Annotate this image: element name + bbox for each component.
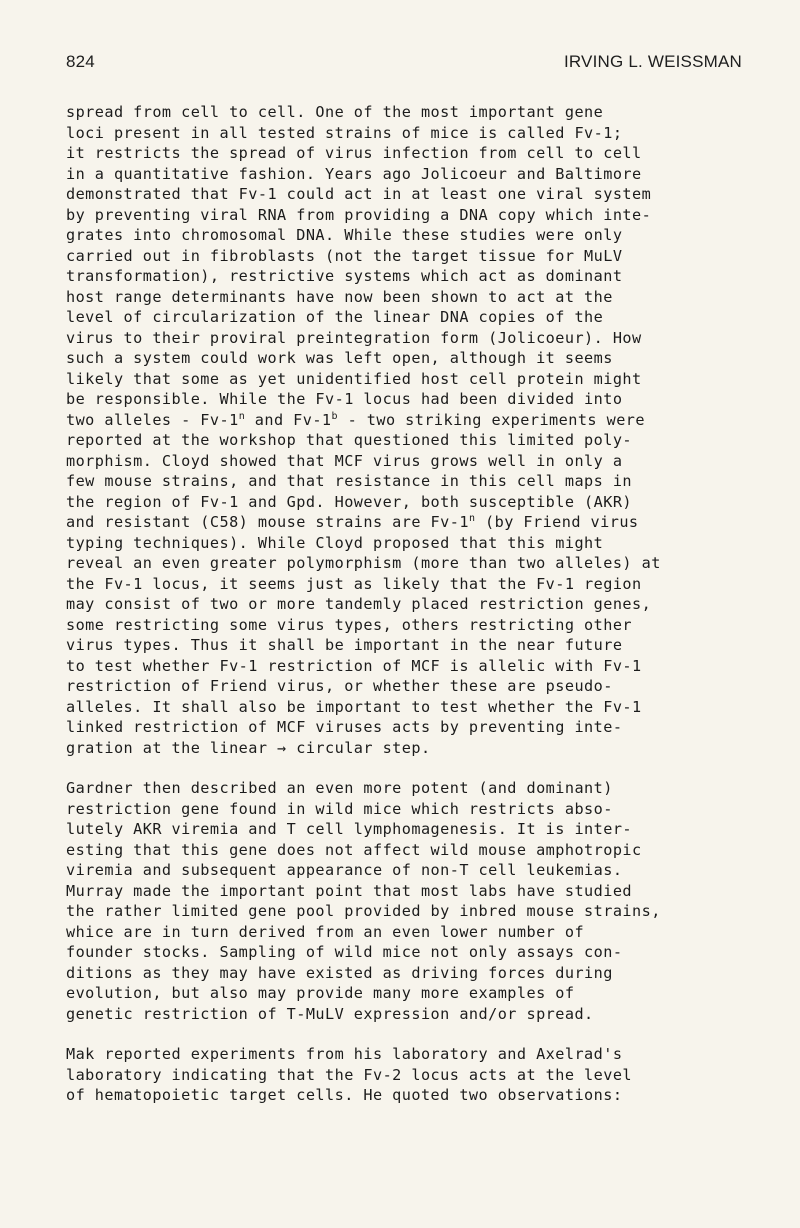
text-line: may consist of two or more tandemly placed restriction genes, <box>66 595 652 613</box>
paragraph-2 <box>66 778 796 1024</box>
text-line: virus to their proviral preintegration form (Jolicoeur). How <box>66 328 642 347</box>
superscript: n <box>238 410 246 422</box>
text-line: lutely AKR viremia and T cell lymphomagenesis. It is inter- <box>66 820 633 838</box>
text-line: virus types. Thus it shall be important in the near future <box>66 636 623 654</box>
running-head: IRVING L. WEISSMAN <box>563 52 742 71</box>
text-segment: and Fv-1 <box>245 410 332 429</box>
text-line: some restricting some virus types, others restricting other <box>66 615 633 634</box>
superscript: b <box>331 410 338 422</box>
text-line <box>66 410 796 431</box>
text-segment: two alleles - Fv-1 <box>66 410 239 429</box>
text-line: by preventing viral RNA from providing a DNA copy which inte- <box>66 205 652 224</box>
text-line: host range determinants have now been shown to act at the <box>66 287 613 306</box>
text-line: alleles. It shall also be important to test whether the Fv-1 <box>66 697 642 716</box>
body-text <box>66 102 796 1106</box>
text-line: few mouse strains, and that resistance in this cell maps in <box>66 472 633 490</box>
text-line: laboratory indicating that the Fv-2 locus acts at the level <box>66 1065 633 1084</box>
text-line: restriction of Friend virus, or whether these are pseudo- <box>66 677 613 695</box>
text-line: spread from cell to cell. One of the most important gene <box>66 103 604 121</box>
text-line: loci present in all tested strains of mice is called Fv-1; <box>66 123 623 142</box>
text-line: Gardner then described an even more potent (and dominant) <box>66 779 613 797</box>
text-line: Mak reported experiments from his laboratory and Axelrad's <box>66 1045 623 1063</box>
text-line: the Fv-1 locus, it seems just as likely that the Fv-1 region <box>66 574 642 593</box>
text-segment: and resistant (C58) mouse strains are Fv-1 <box>66 513 469 531</box>
text-line: be responsible. While the Fv-1 locus had been divided into <box>66 390 623 408</box>
text-line: genetic restriction of T-MuLV expression and/or spread. <box>66 1004 594 1023</box>
text-segment: - two striking experiments were <box>338 410 645 429</box>
text-line <box>66 512 796 533</box>
text-line: to test whether Fv-1 restriction of MCF is allelic with Fv-1 <box>66 656 642 675</box>
text-line: founder stocks. Sampling of wild mice not only assays con- <box>66 943 623 961</box>
text-line: grates into chromosomal DNA. While these studies were only <box>66 226 623 244</box>
text-line: in a quantitative fashion. Years ago Jolicoeur and Baltimore <box>66 164 642 183</box>
text-line: reported at the workshop that questioned this limited poly- <box>66 431 633 449</box>
text-line: it restricts the spread of virus infection from cell to cell <box>66 144 642 162</box>
text-line: ditions as they may have existed as driving forces during <box>66 963 613 982</box>
page-number: 824 <box>66 52 95 71</box>
text-line: likely that some as yet unidentified host cell protein might <box>66 369 642 388</box>
text-line: gration at the linear → circular step. <box>66 738 431 757</box>
superscript: n <box>468 513 476 524</box>
paragraph-3 <box>66 1044 796 1106</box>
text-segment: (by Friend virus <box>475 513 639 531</box>
text-line: the region of Fv-1 and Gpd. However, both susceptible (AKR) <box>66 492 633 511</box>
text-line: Murray made the important point that most labs have studied <box>66 881 633 900</box>
text-line: transformation), restrictive systems which act as dominant <box>66 267 623 285</box>
text-line: restriction gene found in wild mice which restricts abso- <box>66 799 613 818</box>
text-line: reveal an even greater polymorphism (more than two alleles) at <box>66 554 661 572</box>
text-line: linked restriction of MCF viruses acts by preventing inte- <box>66 718 623 736</box>
paragraph-1 <box>66 102 796 758</box>
text-line: such a system could work was left open, although it seems <box>66 349 613 367</box>
text-line: demonstrated that Fv-1 could act in at least one viral system <box>66 185 652 203</box>
text-line: morphism. Cloyd showed that MCF virus grows well in only a <box>66 451 623 470</box>
text-line: carried out in fibroblasts (not the target tissue for MuLV <box>66 246 623 265</box>
text-line: evolution, but also may provide many more examples of <box>66 984 575 1002</box>
text-line: whice are in turn derived from an even lower number of <box>66 922 585 941</box>
text-line: viremia and subsequent appearance of non-T cell leukemias. <box>66 861 623 879</box>
text-line: level of circularization of the linear DNA copies of the <box>66 308 604 326</box>
text-line: the rather limited gene pool provided by inbred mouse strains, <box>66 902 661 920</box>
text-line: of hematopoietic target cells. He quoted two observations: <box>66 1086 623 1104</box>
text-line: esting that this gene does not affect wild mouse amphotropic <box>66 840 642 859</box>
text-line: typing techniques). While Cloyd proposed that this might <box>66 533 604 552</box>
